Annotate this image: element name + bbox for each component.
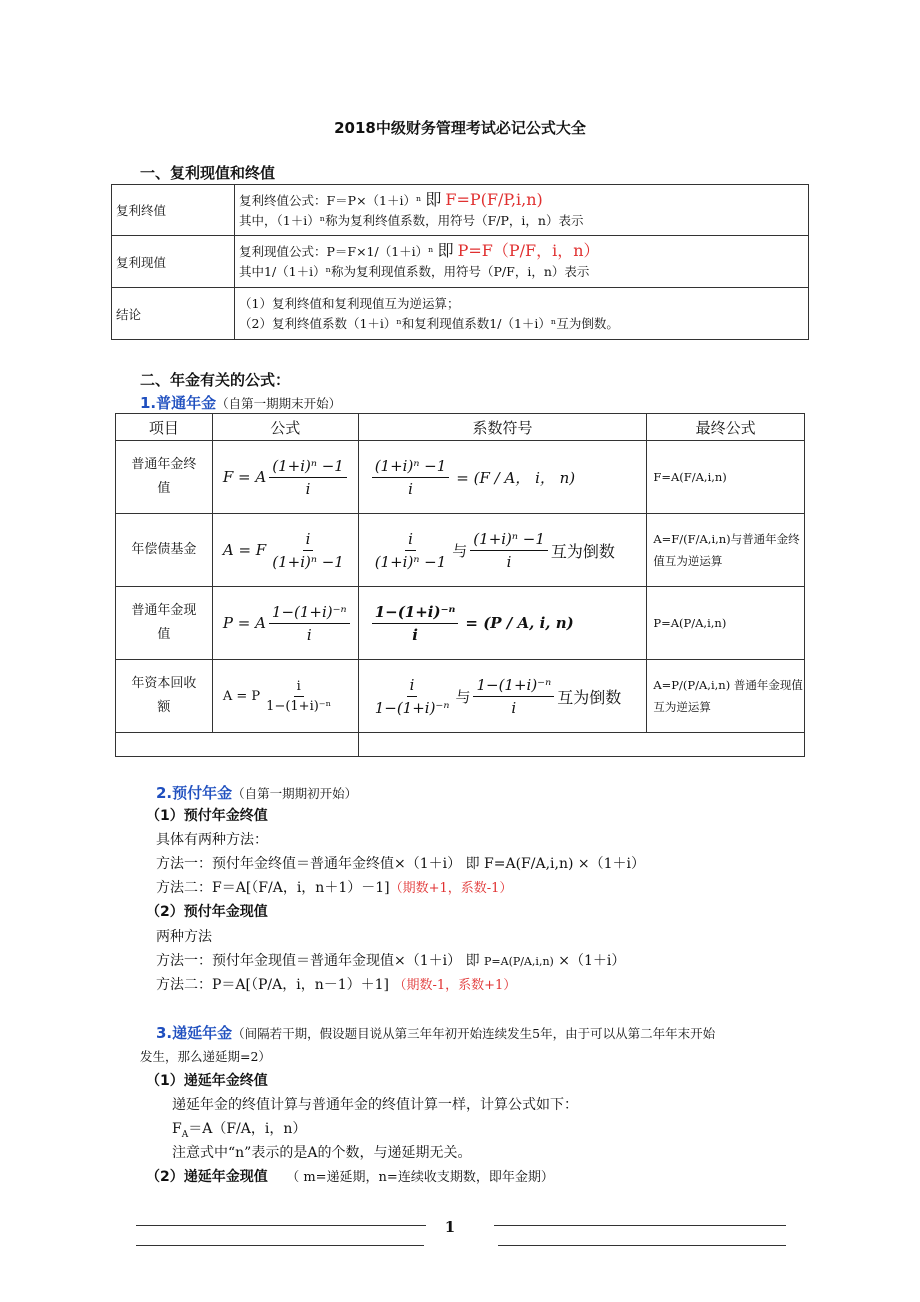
row-label-conclusion: 结论 <box>112 288 235 340</box>
coef-capital-recovery <box>358 660 647 733</box>
pv-description: 其中1/（1＋i）ⁿ称为复利现值系数，用符号（P/F，i，n）表示 <box>239 264 590 279</box>
fv-red-prefix: 即 <box>425 189 442 209</box>
cr-coef-numerator: i <box>407 676 418 697</box>
deferred-annuity-title: 3.递延年金 <box>156 1024 233 1042</box>
row-label-pv: 复利现值 <box>112 236 235 288</box>
row-label-fv: 复利终值 <box>112 185 235 236</box>
ordinary-annuity-note: （自第一期期末开始） <box>216 396 342 411</box>
deferred-annuity-subtitle <box>156 1022 715 1043</box>
coef-fv-annuity <box>358 441 647 514</box>
deferred-fv-line3: 注意式中“n”表示的是A的个数，与递延期无关。 <box>172 1145 472 1161</box>
cr-denominator: 1−(1+i)⁻ⁿ <box>266 698 332 714</box>
formula-pv-annuity <box>212 587 358 660</box>
fv-coef-numerator: (1+i)ⁿ −1 <box>372 457 450 478</box>
row-name-sinking-fund: 年偿债基金 <box>116 514 213 587</box>
annuity-due-pv-note: （期数-1，系数+1） <box>393 978 517 993</box>
footer-rule-left-bottom <box>136 1245 424 1246</box>
pv-coef-rhs: = (P / A, i, n) <box>465 614 574 632</box>
annuity-due-subtitle <box>156 782 357 803</box>
final-capital-recovery: A=P/(P/A,i,n) 普通年金现值互为逆运算 <box>647 660 805 733</box>
annuity-table <box>115 413 805 757</box>
fv-coef-rhs: = (F / A， i， n) <box>456 468 576 487</box>
document-title: 2018中级财务管理考试必记公式大全 <box>334 119 586 137</box>
sf-coef-numerator: i <box>405 530 416 551</box>
conclusion-line-1: （1）复利终值和复利现值互为逆运算； <box>239 295 460 311</box>
fv-numerator: (1+i)ⁿ −1 <box>269 457 347 478</box>
header-final-formula: 最终公式 <box>647 414 805 441</box>
cr-coef2-denominator: i <box>511 698 517 717</box>
sf-coef2-numerator: (1+i)ⁿ −1 <box>470 530 548 551</box>
compound-interest-table <box>111 184 809 340</box>
cr-tail: 互为倒数 <box>557 687 622 707</box>
fv-red-formula: F=P(F/P,i,n) <box>445 189 543 209</box>
sf-coef2-denominator: i <box>506 552 512 571</box>
annuity-due-title: 2.预付年金 <box>156 784 233 802</box>
deferred-fv-title: （1）递延年金终值 <box>146 1073 268 1089</box>
deferred-fv-F: F <box>172 1121 182 1137</box>
pv-coef-numerator: 1−(1+i)⁻ⁿ <box>372 603 459 624</box>
deferred-fv-line1: 递延年金的终值计算与普通年金的终值计算一样，计算公式如下： <box>172 1097 578 1113</box>
fv-lhs: F = A <box>222 468 267 486</box>
pv-formula: 复利现值公式：P＝F×1/（1＋i）ⁿ <box>239 244 434 259</box>
sf-lhs: A = F <box>222 541 267 559</box>
pv-numerator: 1−(1+i)⁻ⁿ <box>269 603 350 624</box>
row-name-capital-recovery: 年资本回收额 <box>116 660 213 733</box>
ordinary-annuity-subtitle <box>140 392 341 413</box>
fv-denominator: i <box>305 479 311 498</box>
cr-lhs: A = P <box>222 688 261 704</box>
annuity-due-fv-line2: 方法一：预付年金终值＝普通年金终值×（1＋i） 即 F=A(F/A,i,n) ×（1＋i） <box>156 856 645 872</box>
header-item: 项目 <box>116 414 213 441</box>
pv-red-formula: P=F（P/F，i，n） <box>457 241 600 260</box>
cr-coef2-numerator: 1−(1+i)⁻ⁿ <box>473 676 554 697</box>
fv-coef-denominator: i <box>408 479 413 498</box>
annuity-due-pv-line1: 两种方法 <box>156 929 212 945</box>
deferred-fv-rest: ＝A（F/A，i，n） <box>188 1121 307 1137</box>
pv-red-prefix: 即 <box>437 241 454 260</box>
deferred-annuity-note-1: （间隔若干期，假设题目说从第三年年初开始连续发生5年，由于可以从第二年年末开始 <box>232 1026 716 1041</box>
cr-coef-denominator: 1−(1+i)⁻ⁿ <box>374 698 450 717</box>
footer-rule-right-top <box>494 1225 786 1226</box>
sf-mid: 与 <box>452 541 468 560</box>
annuity-due-pv-line2 <box>156 949 625 974</box>
fv-description: 其中，（1＋i）ⁿ称为复利终值系数，用符号（F/P，i，n）表示 <box>239 212 584 228</box>
formula-sinking-fund <box>212 514 358 587</box>
annuity-due-fv-title: （1）预付年金终值 <box>146 808 268 824</box>
footer-rule-left-top <box>136 1225 426 1226</box>
sf-tail: 互为倒数 <box>550 541 615 561</box>
annuity-due-note: （自第一期期初开始） <box>232 786 358 801</box>
pv-coef-denominator: i <box>412 625 418 644</box>
annuity-due-pv-method2: 方法二：P＝A[（P/A，i，n－1）＋1] <box>156 977 390 993</box>
row-name-fv-annuity: 普通年金终值 <box>116 441 213 514</box>
pv-denominator: i <box>306 625 312 644</box>
row-content-conclusion <box>235 288 809 340</box>
row-content-fv <box>235 185 809 236</box>
section2-heading: 二、年金有关的公式： <box>140 371 291 389</box>
final-sinking-fund: A=F/(F/A,i,n)与普通年金终值互为逆运算 <box>647 514 805 587</box>
pv-lhs: P = A <box>222 614 266 632</box>
formula-fv-annuity <box>212 441 358 514</box>
annuity-due-fv-note: （期数+1，系数-1） <box>389 881 513 896</box>
section1-heading: 一、复利现值和终值 <box>140 164 276 182</box>
conclusion-line-2: （2）复利终值系数（1＋i）ⁿ和复利现值系数1/（1＋i）ⁿ互为倒数。 <box>239 315 619 331</box>
annuity-due-pv-method1: 方法一：预付年金现值＝普通年金现值×（1＋i） 即 <box>156 953 480 969</box>
annuity-due-pv-formula: P=A(P/A,i,n) <box>484 955 554 968</box>
annuity-due-fv-line3 <box>156 876 512 901</box>
coef-pv-annuity <box>358 587 647 660</box>
sf-coef-denominator: (1+i)ⁿ −1 <box>374 552 447 571</box>
header-coefficient: 系数符号 <box>358 414 647 441</box>
deferred-pv-title: （2）递延年金现值 <box>146 1169 268 1185</box>
empty-cell-left <box>116 733 359 757</box>
annuity-due-fv-method2: 方法二：F＝A[（F/A，i，n＋1）－1] <box>156 880 390 896</box>
deferred-pv-heading <box>146 1165 554 1190</box>
annuity-due-fv-line1: 具体有两种方法： <box>156 832 268 848</box>
sf-denominator: (1+i)ⁿ −1 <box>272 552 344 571</box>
formula-capital-recovery <box>212 660 358 733</box>
fv-formula: 复利终值公式：F＝P×（1＋i）ⁿ <box>239 192 422 208</box>
deferred-annuity-note-2: 发生，那么递延期=2） <box>140 1049 271 1064</box>
coef-sinking-fund <box>358 514 647 587</box>
header-formula: 公式 <box>212 414 358 441</box>
final-pv-annuity: P=A(P/A,i,n) <box>647 587 805 660</box>
empty-cell-right <box>358 733 804 757</box>
footer-rule-right-bottom <box>498 1245 786 1246</box>
row-content-pv <box>235 236 809 288</box>
annuity-due-pv-tail: ×（1＋i） <box>558 953 626 969</box>
ordinary-annuity-title: 1.普通年金 <box>140 394 217 412</box>
cr-mid: 与 <box>455 687 471 706</box>
cr-numerator: i <box>294 679 304 697</box>
page-number: 1 <box>444 1218 456 1236</box>
deferred-fv-sub: A <box>181 1129 189 1140</box>
row-name-pv-annuity: 普通年金现值 <box>116 587 213 660</box>
deferred-pv-note: （ m=递延期，n=连续收支期数，即年金期） <box>286 1170 554 1185</box>
annuity-due-pv-title: （2）预付年金现值 <box>146 904 268 920</box>
annuity-due-pv-line3 <box>156 973 516 998</box>
final-fv-annuity: F=A(F/A,i,n) <box>647 441 805 514</box>
sf-numerator: i <box>303 530 314 551</box>
